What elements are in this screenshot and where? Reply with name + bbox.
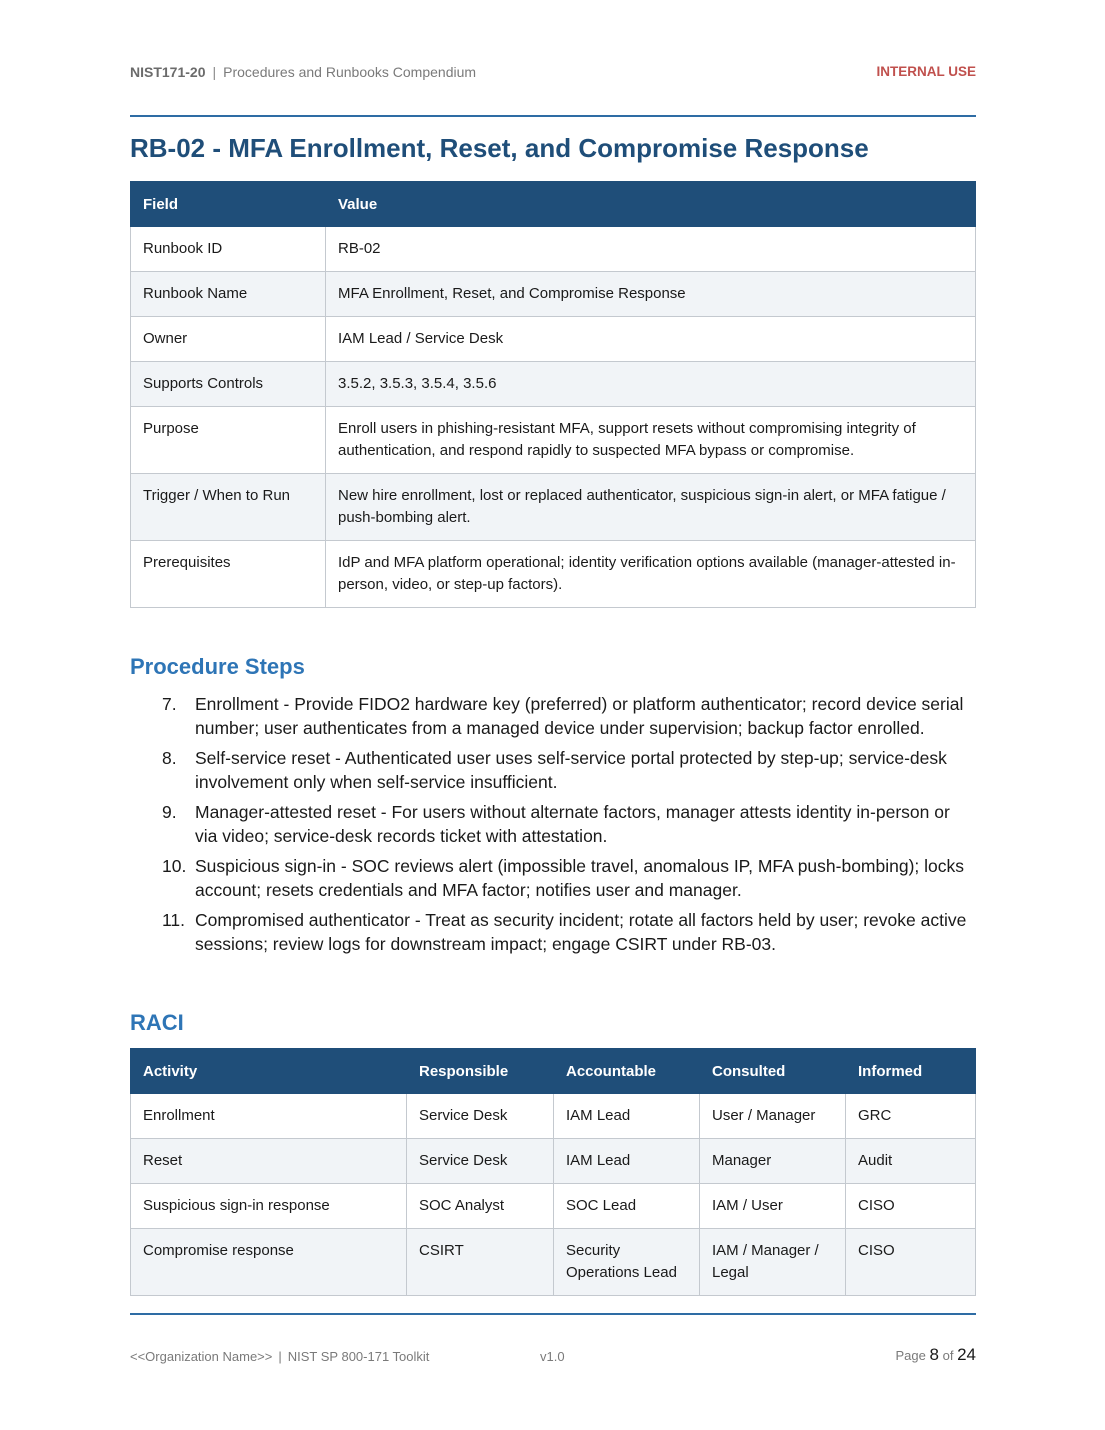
table-row [131, 272, 976, 317]
table-row [131, 474, 976, 541]
accountable-cell: Security Operations Lead [554, 1229, 700, 1296]
list-item [130, 800, 976, 848]
table-row [131, 317, 976, 362]
table-row [131, 227, 976, 272]
procedure-steps-heading: Procedure Steps [130, 654, 305, 679]
toolkit-name: NIST SP 800-171 Toolkit [287, 1349, 430, 1364]
activity-cell: Enrollment [131, 1094, 407, 1139]
table-row [131, 1094, 976, 1139]
table-row [131, 407, 976, 474]
field-cell: Trigger / When to Run [131, 474, 326, 541]
responsible-cell: SOC Analyst [407, 1184, 554, 1229]
step-number: 8. [162, 748, 177, 768]
table-row [131, 1229, 976, 1296]
step-number: 11. [162, 910, 186, 930]
step-number: 9. [162, 802, 177, 822]
responsible-cell: CSIRT [407, 1229, 554, 1296]
header-rule [130, 115, 976, 117]
column-header-field: Field [131, 182, 326, 227]
responsible-cell: Service Desk [407, 1139, 554, 1184]
column-header-informed: Informed [846, 1049, 976, 1094]
consulted-cell: IAM / User [700, 1184, 846, 1229]
table-row [131, 362, 976, 407]
activity-cell: Compromise response [131, 1229, 407, 1296]
doc-code: NIST171-20 [130, 64, 206, 80]
list-item [130, 854, 976, 902]
value-cell: RB-02 [326, 227, 976, 272]
responsible-cell: Service Desk [407, 1094, 554, 1139]
table-row [131, 541, 976, 608]
table-header-row [131, 1049, 976, 1094]
value-cell: IdP and MFA platform operational; identity verification options available (manager-attested in-person, video, or step-up factors). [326, 541, 976, 608]
field-cell: Runbook ID [131, 227, 326, 272]
value-cell: New hire enrollment, lost or replaced authenticator, suspicious sign-in alert, or MFA fatigue / push-bombing alert. [326, 474, 976, 541]
column-header-accountable: Accountable [554, 1049, 700, 1094]
header-left [130, 64, 476, 80]
step-text: Self-service reset - Authenticated user uses self-service portal protected by step-up; service-desk involvement only when self-service insufficient. [195, 748, 947, 792]
field-cell: Owner [131, 317, 326, 362]
step-number: 7. [162, 694, 177, 714]
informed-cell: Audit [846, 1139, 976, 1184]
field-cell: Supports Controls [131, 362, 326, 407]
value-cell: MFA Enrollment, Reset, and Compromise Response [326, 272, 976, 317]
informed-cell: CISO [846, 1229, 976, 1296]
field-cell: Prerequisites [131, 541, 326, 608]
current-page: 8 [929, 1345, 939, 1364]
page-number [896, 1345, 976, 1365]
field-cell: Runbook Name [131, 272, 326, 317]
version-label: v1.0 [540, 1349, 565, 1364]
consulted-cell: IAM / Manager / Legal [700, 1229, 846, 1296]
doc-title: Procedures and Runbooks Compendium [223, 64, 477, 80]
raci-heading: RACI [130, 1010, 184, 1035]
column-header-activity: Activity [131, 1049, 407, 1094]
page-footer [130, 1345, 976, 1369]
page-header [130, 64, 976, 84]
activity-cell: Reset [131, 1139, 407, 1184]
consulted-cell: User / Manager [700, 1094, 846, 1139]
column-header-value: Value [326, 182, 976, 227]
accountable-cell: IAM Lead [554, 1139, 700, 1184]
column-header-responsible: Responsible [407, 1049, 554, 1094]
step-text: Suspicious sign-in - SOC reviews alert (impossible travel, anomalous IP, MFA push-bombing); locks account; resets credentials and MFA factor; notifies user and manager. [195, 856, 965, 900]
page-title: RB-02 - MFA Enrollment, Reset, and Compromise Response [130, 133, 869, 163]
raci-table [130, 1048, 976, 1296]
organization-name: <<Organization Name>> [130, 1349, 273, 1364]
value-cell: 3.5.2, 3.5.3, 3.5.4, 3.5.6 [326, 362, 976, 407]
step-text: Enrollment - Provide FIDO2 hardware key (preferred) or platform authenticator; record device serial number; user authenticates from a managed device under supervision; backup factor enrolled. [195, 694, 964, 738]
value-cell: IAM Lead / Service Desk [326, 317, 976, 362]
activity-cell: Suspicious sign-in response [131, 1184, 407, 1229]
of-label: of [942, 1348, 954, 1363]
informed-cell: CISO [846, 1184, 976, 1229]
runbook-metadata-table [130, 181, 976, 608]
list-item [130, 746, 976, 794]
procedure-steps-list [130, 692, 976, 962]
list-item [130, 908, 976, 956]
field-cell: Purpose [131, 407, 326, 474]
table-row [131, 1184, 976, 1229]
value-cell: Enroll users in phishing-resistant MFA, support resets without compromising integrity of authentication, and respond rapidly to suspected MFA bypass or compromise. [326, 407, 976, 474]
consulted-cell: Manager [700, 1139, 846, 1184]
step-number: 10. [162, 856, 187, 876]
column-header-consulted: Consulted [700, 1049, 846, 1094]
table-row [131, 1139, 976, 1184]
accountable-cell: IAM Lead [554, 1094, 700, 1139]
footer-separator: | [278, 1349, 282, 1364]
step-text: Manager-attested reset - For users without alternate factors, manager attests identity in-person or via video; service-desk records ticket with attestation. [195, 802, 950, 846]
informed-cell: GRC [846, 1094, 976, 1139]
header-separator: | [212, 64, 217, 80]
classification-label: INTERNAL USE [876, 64, 976, 79]
list-item [130, 692, 976, 740]
total-pages: 24 [957, 1345, 976, 1364]
table-header-row [131, 182, 976, 227]
accountable-cell: SOC Lead [554, 1184, 700, 1229]
footer-rule [130, 1313, 976, 1315]
footer-org [130, 1349, 429, 1364]
page-label: Page [895, 1348, 926, 1363]
step-text: Compromised authenticator - Treat as security incident; rotate all factors held by user; revoke active sessions; review logs for downstream impact; engage CSIRT under RB-03. [195, 910, 967, 954]
